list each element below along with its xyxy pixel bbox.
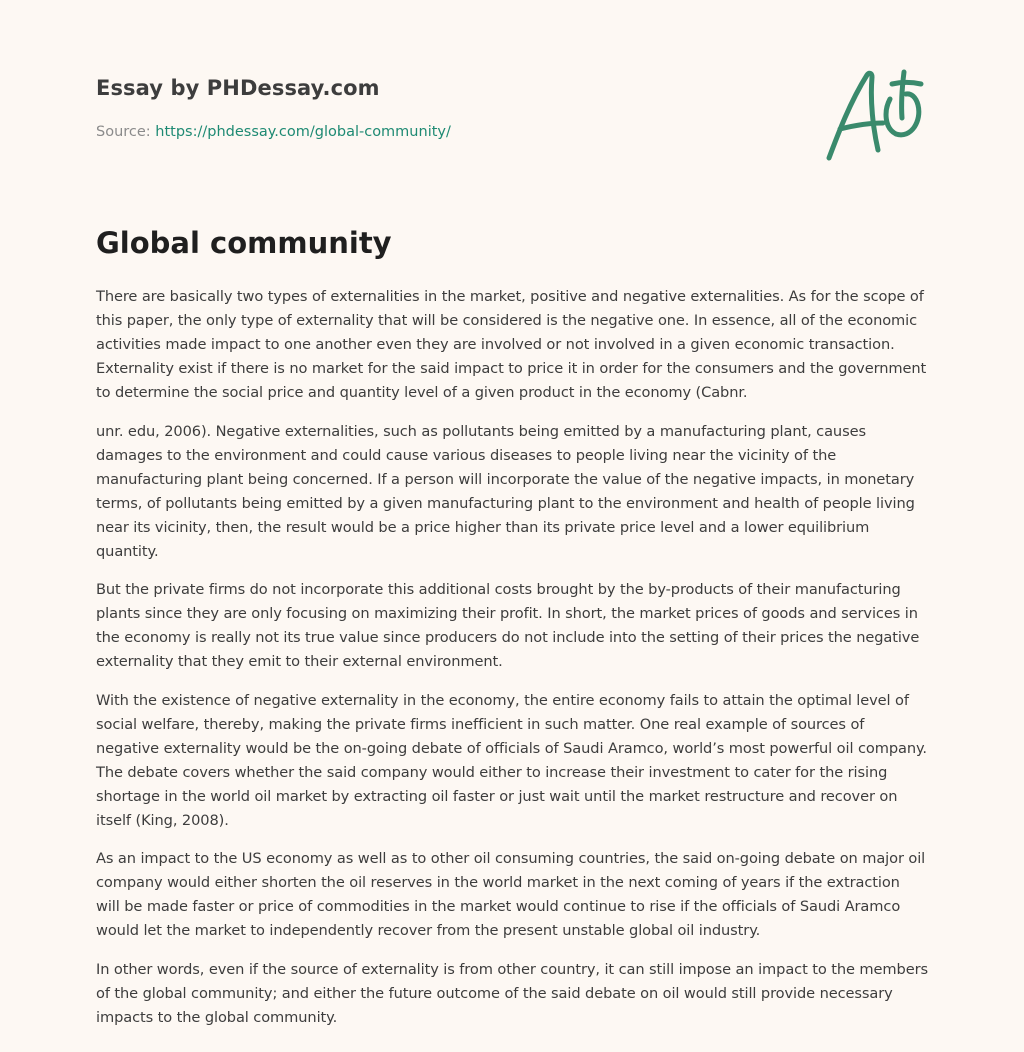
source-link[interactable]: https://phdessay.com/global-community/ — [155, 124, 451, 140]
a-plus-logo — [820, 66, 930, 166]
essay-paragraph: In other words, even if the source of externality is from other country, it can still impose an impact to the members of the global community; and either the future outcome of the said debate on oil would still provide necessary impacts to the global community. — [96, 960, 928, 1026]
essay-paragraph: As an impact to the US economy as well as to other oil consuming countries, the said on-going debate on major oil company would either shorten the oil reserves in the world market in the next coming of years if the extraction will be made faster or price of commodities in the market would continue to rise if the officials of Saudi Aramco would let the market to independently recover from the present unstable global oil industry. — [96, 850, 926, 939]
essay-paragraph: There are basically two types of externalities in the market, positive and negative externalities. As for the scope of this paper, the only type of externality that will be considered is the negative one. In essence, all of the economic activities made impact to one another even they are involved or not involved in a given economic transaction. Externality exist if there is no market for the said impact to price it in order for the consumers and the government to determine the social price and quantity level of a given product in the economy (Cabnr. — [96, 288, 927, 401]
essay-title: Global community — [96, 226, 392, 260]
essay-paragraph: With the existence of negative externality in the economy, the entire economy fails to attain the optimal level of social welfare, thereby, making the private firms inefficient in such matter. One real example of sources of negative externality would be the on-going debate of officials of Saudi Aramco, world’s most powerful oil company. The debate covers whether the said company would either to increase their investment to cater for the rising shortage in the world oil market by extracting oil faster or just wait until the market restructure and recover on itself (King, 2008). — [96, 691, 927, 829]
site-title: Essay by PHDessay.com — [96, 76, 380, 100]
essay-body — [96, 285, 928, 1044]
essay-paragraph: unr. edu, 2006). Negative externalities, such as pollutants being emitted by a manufacturing plant, causes damages to the environment and could cause various diseases to people living near the vicinity of the manufacturing plant being concerned. If a person will incorporate the value of the negative impacts, in monetary terms, of pollutants being emitted by a given manufacturing plant to the environment and health of people living near its vicinity, then, the result would be a price higher than its private price level and a lower equilibrium quantity. — [96, 422, 915, 560]
source-line — [96, 124, 451, 140]
source-label: Source: — [96, 124, 151, 140]
essay-paragraph: But the private firms do not incorporate this additional costs brought by the by-products of their manufacturing plants since they are only focusing on maximizing their profit. In short, the market prices of goods and services in the economy is really not its true value since producers do not include into the setting of their prices the negative externality that they emit to their external environment. — [96, 581, 920, 670]
